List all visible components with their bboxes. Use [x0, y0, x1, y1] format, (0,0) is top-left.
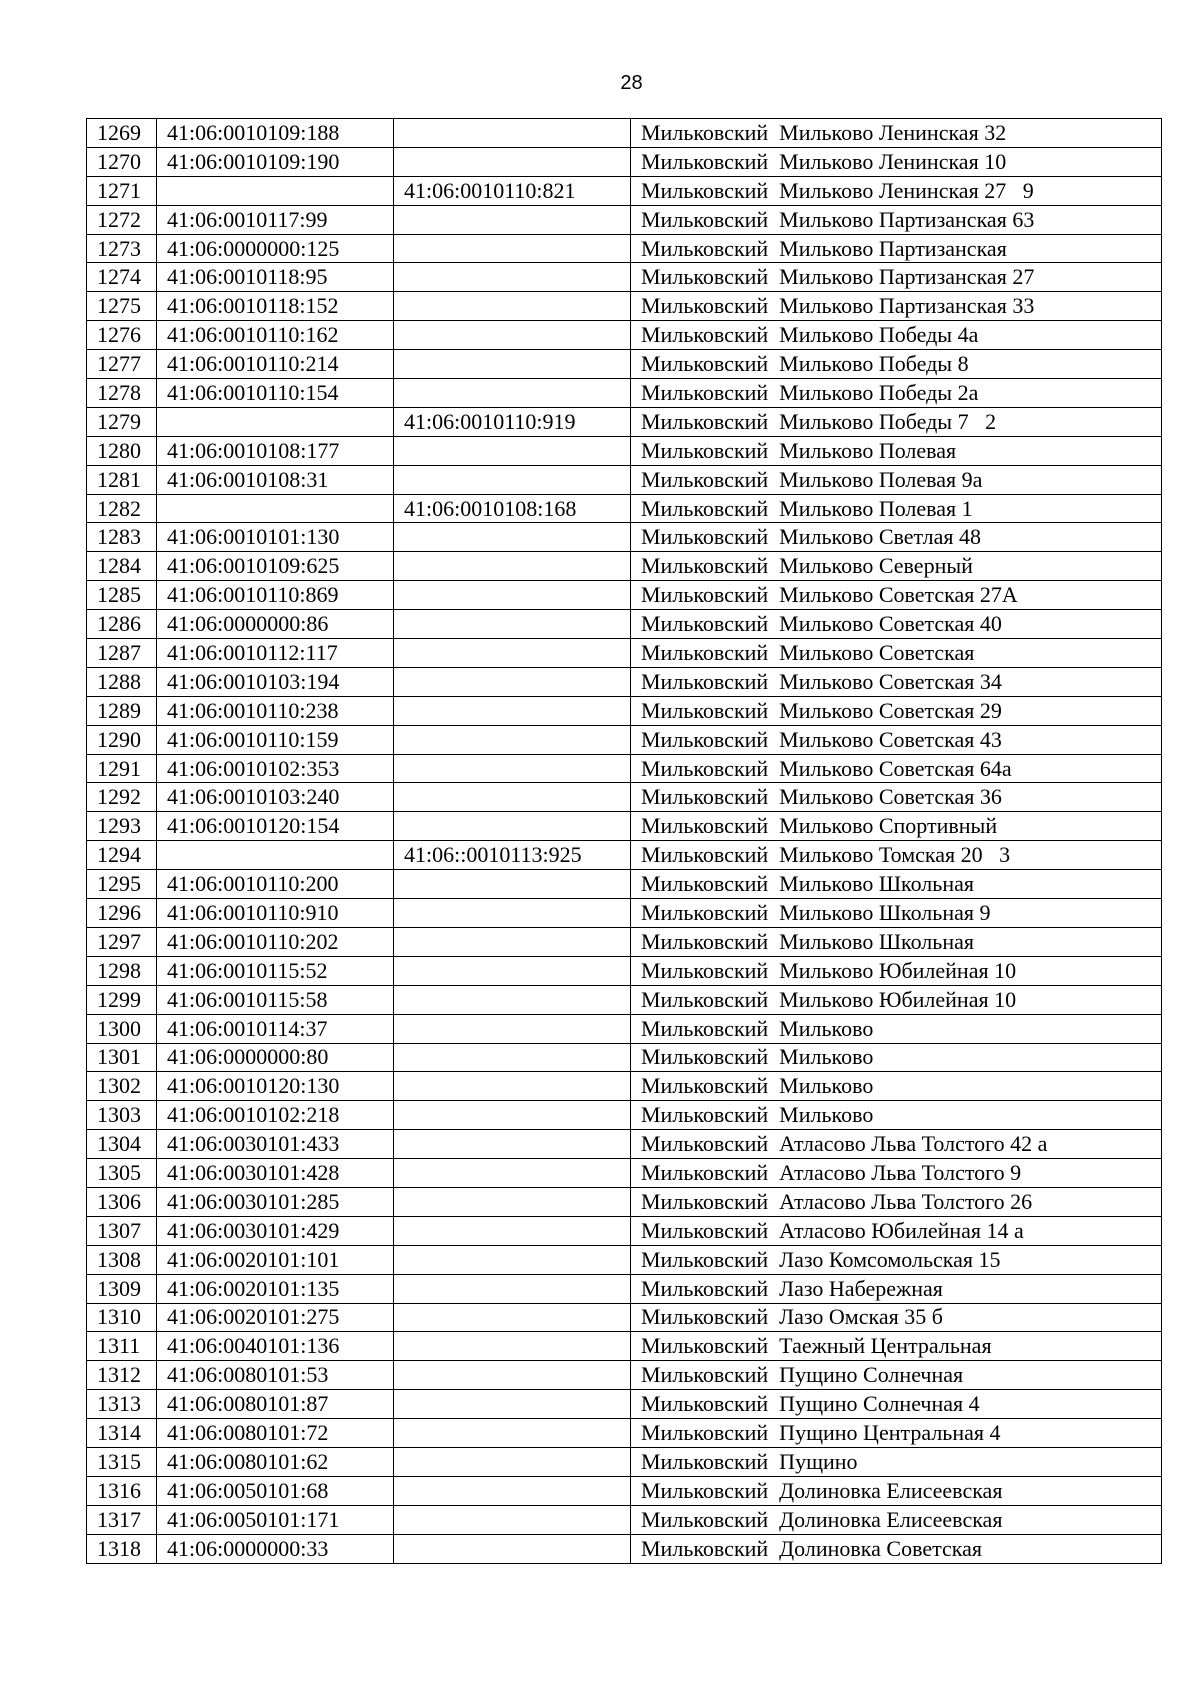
address-cell: Мильковский Мильково: [631, 1101, 1162, 1130]
address-cell: Мильковский Мильково Советская 40: [631, 610, 1162, 639]
address-cell: Мильковский Долиновка Елисеевская: [631, 1476, 1162, 1505]
row-number-cell: 1305: [87, 1159, 157, 1188]
parent-cadastral-number-cell: [394, 783, 631, 812]
cadastral-number-cell: 41:06:0010117:99: [157, 205, 394, 234]
parent-cadastral-number-cell: [394, 927, 631, 956]
parent-cadastral-number-cell: [394, 1014, 631, 1043]
row-number-cell: 1283: [87, 523, 157, 552]
parent-cadastral-number-cell: 41:06:0010108:168: [394, 494, 631, 523]
table-row: [87, 234, 1162, 263]
row-number-cell: 1298: [87, 956, 157, 985]
table-row: [87, 1447, 1162, 1476]
row-number-cell: 1282: [87, 494, 157, 523]
table-row: [87, 639, 1162, 668]
cadastral-number-cell: 41:06:0010110:869: [157, 581, 394, 610]
address-cell: Мильковский Мильково: [631, 1072, 1162, 1101]
table-row: [87, 292, 1162, 321]
cadastral-number-cell: 41:06:0000000:125: [157, 234, 394, 263]
row-number-cell: 1289: [87, 696, 157, 725]
address-cell: Мильковский Мильково Советская 27А: [631, 581, 1162, 610]
table-row: [87, 927, 1162, 956]
cadastral-number-cell: 41:06:0010110:200: [157, 870, 394, 899]
cadastral-number-cell: 41:06:0010109:190: [157, 147, 394, 176]
table-row: [87, 1043, 1162, 1072]
address-cell: Мильковский Мильково Томская 20 3: [631, 841, 1162, 870]
parent-cadastral-number-cell: [394, 1534, 631, 1563]
parent-cadastral-number-cell: [394, 870, 631, 899]
cadastral-number-cell: 41:06:0030101:429: [157, 1216, 394, 1245]
table-row: [87, 783, 1162, 812]
cadastral-number-cell: 41:06:0010120:130: [157, 1072, 394, 1101]
row-number-cell: 1310: [87, 1303, 157, 1332]
cadastral-number-cell: 41:06:0010103:240: [157, 783, 394, 812]
address-cell: Мильковский Мильково Полевая 1: [631, 494, 1162, 523]
parent-cadastral-number-cell: [394, 1216, 631, 1245]
cadastral-number-cell: 41:06:0010101:130: [157, 523, 394, 552]
address-cell: Мильковский Мильково Светлая 48: [631, 523, 1162, 552]
parent-cadastral-number-cell: [394, 956, 631, 985]
cadastral-number-cell: [157, 176, 394, 205]
row-number-cell: 1297: [87, 927, 157, 956]
parent-cadastral-number-cell: [394, 1101, 631, 1130]
row-number-cell: 1272: [87, 205, 157, 234]
row-number-cell: 1304: [87, 1130, 157, 1159]
table-row: [87, 176, 1162, 205]
registry-table: [86, 118, 1162, 1564]
row-number-cell: 1308: [87, 1245, 157, 1274]
row-number-cell: 1281: [87, 465, 157, 494]
cadastral-number-cell: 41:06:0050101:171: [157, 1505, 394, 1534]
row-number-cell: 1279: [87, 407, 157, 436]
parent-cadastral-number-cell: [394, 1303, 631, 1332]
cadastral-number-cell: 41:06:0000000:33: [157, 1534, 394, 1563]
table-row: [87, 1014, 1162, 1043]
address-cell: Мильковский Таежный Центральная: [631, 1332, 1162, 1361]
parent-cadastral-number-cell: [394, 147, 631, 176]
row-number-cell: 1302: [87, 1072, 157, 1101]
address-cell: Мильковский Мильково Советская 43: [631, 725, 1162, 754]
address-cell: Мильковский Атласово Льва Толстого 42 а: [631, 1130, 1162, 1159]
parent-cadastral-number-cell: [394, 523, 631, 552]
parent-cadastral-number-cell: [394, 292, 631, 321]
cadastral-number-cell: [157, 407, 394, 436]
parent-cadastral-number-cell: [394, 812, 631, 841]
cadastral-number-cell: 41:06:0010103:194: [157, 667, 394, 696]
parent-cadastral-number-cell: [394, 1159, 631, 1188]
parent-cadastral-number-cell: [394, 1390, 631, 1419]
row-number-cell: 1315: [87, 1447, 157, 1476]
parent-cadastral-number-cell: [394, 1447, 631, 1476]
parent-cadastral-number-cell: [394, 754, 631, 783]
address-cell: Мильковский Атласово Льва Толстого 26: [631, 1187, 1162, 1216]
address-cell: Мильковский Долиновка Елисеевская: [631, 1505, 1162, 1534]
row-number-cell: 1316: [87, 1476, 157, 1505]
table-row: [87, 1419, 1162, 1448]
cadastral-number-cell: 41:06:0010109:188: [157, 119, 394, 148]
row-number-cell: 1291: [87, 754, 157, 783]
cadastral-number-cell: 41:06:0010110:214: [157, 350, 394, 379]
cadastral-number-cell: 41:06:0010110:238: [157, 696, 394, 725]
cadastral-number-cell: 41:06:0010112:117: [157, 639, 394, 668]
row-number-cell: 1306: [87, 1187, 157, 1216]
address-cell: Мильковский Мильково Советская 34: [631, 667, 1162, 696]
parent-cadastral-number-cell: 41:06:0010110:821: [394, 176, 631, 205]
table-row: [87, 985, 1162, 1014]
table-row: [87, 1130, 1162, 1159]
row-number-cell: 1270: [87, 147, 157, 176]
table-row: [87, 523, 1162, 552]
cadastral-number-cell: 41:06:0080101:72: [157, 1419, 394, 1448]
address-cell: Мильковский Пущино Солнечная: [631, 1361, 1162, 1390]
table-row: [87, 147, 1162, 176]
address-cell: Мильковский Мильково Партизанская: [631, 234, 1162, 263]
parent-cadastral-number-cell: [394, 1043, 631, 1072]
row-number-cell: 1286: [87, 610, 157, 639]
address-cell: Мильковский Лазо Комсомольская 15: [631, 1245, 1162, 1274]
parent-cadastral-number-cell: 41:06:0010110:919: [394, 407, 631, 436]
cadastral-number-cell: 41:06:0010102:353: [157, 754, 394, 783]
parent-cadastral-number-cell: [394, 1476, 631, 1505]
parent-cadastral-number-cell: [394, 1245, 631, 1274]
table-row: [87, 1101, 1162, 1130]
table-row: [87, 1361, 1162, 1390]
address-cell: Мильковский Мильково Ленинская 27 9: [631, 176, 1162, 205]
cadastral-number-cell: 41:06:0080101:53: [157, 1361, 394, 1390]
address-cell: Мильковский Долиновка Советская: [631, 1534, 1162, 1563]
table-row: [87, 465, 1162, 494]
row-number-cell: 1269: [87, 119, 157, 148]
address-cell: Мильковский Мильково Победы 4а: [631, 321, 1162, 350]
parent-cadastral-number-cell: [394, 465, 631, 494]
row-number-cell: 1284: [87, 552, 157, 581]
cadastral-number-cell: [157, 841, 394, 870]
table-row: [87, 812, 1162, 841]
cadastral-number-cell: 41:06:0010108:31: [157, 465, 394, 494]
table-row: [87, 581, 1162, 610]
address-cell: Мильковский Мильково Школьная 9: [631, 899, 1162, 928]
cadastral-number-cell: 41:06:0010108:177: [157, 436, 394, 465]
parent-cadastral-number-cell: [394, 581, 631, 610]
table-row: [87, 321, 1162, 350]
address-cell: Мильковский Мильково Победы 2а: [631, 379, 1162, 408]
parent-cadastral-number-cell: [394, 205, 631, 234]
parent-cadastral-number-cell: 41:06::0010113:925: [394, 841, 631, 870]
table-row: [87, 350, 1162, 379]
cadastral-number-cell: 41:06:0030101:285: [157, 1187, 394, 1216]
address-cell: Мильковский Мильково Спортивный: [631, 812, 1162, 841]
address-cell: Мильковский Мильково Советская 36: [631, 783, 1162, 812]
table-row: [87, 379, 1162, 408]
row-number-cell: 1274: [87, 263, 157, 292]
cadastral-number-cell: 41:06:0000000:80: [157, 1043, 394, 1072]
row-number-cell: 1273: [87, 234, 157, 263]
table-row: [87, 841, 1162, 870]
parent-cadastral-number-cell: [394, 436, 631, 465]
address-cell: Мильковский Мильково Советская 64а: [631, 754, 1162, 783]
address-cell: Мильковский Мильково Юбилейная 10: [631, 985, 1162, 1014]
cadastral-number-cell: 41:06:0010110:202: [157, 927, 394, 956]
cadastral-number-cell: 41:06:0010118:95: [157, 263, 394, 292]
parent-cadastral-number-cell: [394, 639, 631, 668]
address-cell: Мильковский Мильково Ленинская 10: [631, 147, 1162, 176]
row-number-cell: 1292: [87, 783, 157, 812]
address-cell: Мильковский Лазо Омская 35 б: [631, 1303, 1162, 1332]
table-row: [87, 407, 1162, 436]
parent-cadastral-number-cell: [394, 263, 631, 292]
address-cell: Мильковский Мильково Школьная: [631, 870, 1162, 899]
table-row: [87, 1245, 1162, 1274]
cadastral-number-cell: 41:06:0080101:87: [157, 1390, 394, 1419]
table-row: [87, 1534, 1162, 1563]
row-number-cell: 1313: [87, 1390, 157, 1419]
row-number-cell: 1294: [87, 841, 157, 870]
row-number-cell: 1314: [87, 1419, 157, 1448]
table-row: [87, 1303, 1162, 1332]
row-number-cell: 1318: [87, 1534, 157, 1563]
table-row: [87, 956, 1162, 985]
table-row: [87, 1072, 1162, 1101]
address-cell: Мильковский Пущино Солнечная 4: [631, 1390, 1162, 1419]
table-row: [87, 1390, 1162, 1419]
row-number-cell: 1271: [87, 176, 157, 205]
parent-cadastral-number-cell: [394, 610, 631, 639]
cadastral-number-cell: 41:06:0010114:37: [157, 1014, 394, 1043]
cadastral-number-cell: 41:06:0080101:62: [157, 1447, 394, 1476]
cadastral-number-cell: [157, 494, 394, 523]
address-cell: Мильковский Мильково Победы 7 2: [631, 407, 1162, 436]
address-cell: Мильковский Мильково Советская 29: [631, 696, 1162, 725]
parent-cadastral-number-cell: [394, 321, 631, 350]
parent-cadastral-number-cell: [394, 1361, 631, 1390]
parent-cadastral-number-cell: [394, 1072, 631, 1101]
address-cell: Мильковский Мильково Партизанская 33: [631, 292, 1162, 321]
row-number-cell: 1277: [87, 350, 157, 379]
row-number-cell: 1311: [87, 1332, 157, 1361]
parent-cadastral-number-cell: [394, 1505, 631, 1534]
table-row: [87, 494, 1162, 523]
address-cell: Мильковский Мильково Победы 8: [631, 350, 1162, 379]
row-number-cell: 1293: [87, 812, 157, 841]
cadastral-number-cell: 41:06:0030101:428: [157, 1159, 394, 1188]
address-cell: Мильковский Мильково: [631, 1043, 1162, 1072]
table-row: [87, 610, 1162, 639]
address-cell: Мильковский Мильково Ленинская 32: [631, 119, 1162, 148]
table-row: [87, 436, 1162, 465]
table-row: [87, 1216, 1162, 1245]
address-cell: Мильковский Мильково: [631, 1014, 1162, 1043]
row-number-cell: 1312: [87, 1361, 157, 1390]
address-cell: Мильковский Мильково Партизанская 63: [631, 205, 1162, 234]
address-cell: Мильковский Мильково Полевая 9а: [631, 465, 1162, 494]
address-cell: Мильковский Мильково Полевая: [631, 436, 1162, 465]
parent-cadastral-number-cell: [394, 1274, 631, 1303]
cadastral-number-cell: 41:06:0020101:101: [157, 1245, 394, 1274]
row-number-cell: 1300: [87, 1014, 157, 1043]
row-number-cell: 1288: [87, 667, 157, 696]
parent-cadastral-number-cell: [394, 234, 631, 263]
address-cell: Мильковский Атласово Льва Толстого 9: [631, 1159, 1162, 1188]
cadastral-number-cell: 41:06:0010102:218: [157, 1101, 394, 1130]
parent-cadastral-number-cell: [394, 552, 631, 581]
row-number-cell: 1296: [87, 899, 157, 928]
table-row: [87, 1274, 1162, 1303]
cadastral-number-cell: 41:06:0010110:154: [157, 379, 394, 408]
parent-cadastral-number-cell: [394, 1419, 631, 1448]
address-cell: Мильковский Мильково Школьная: [631, 927, 1162, 956]
cadastral-number-cell: 41:06:0010110:162: [157, 321, 394, 350]
cadastral-number-cell: 41:06:0050101:68: [157, 1476, 394, 1505]
address-cell: Мильковский Пущино Центральная 4: [631, 1419, 1162, 1448]
cadastral-number-cell: 41:06:0040101:136: [157, 1332, 394, 1361]
table-row: [87, 696, 1162, 725]
parent-cadastral-number-cell: [394, 899, 631, 928]
table-row: [87, 1187, 1162, 1216]
parent-cadastral-number-cell: [394, 1130, 631, 1159]
cadastral-number-cell: 41:06:0010115:52: [157, 956, 394, 985]
table-row: [87, 1505, 1162, 1534]
address-cell: Мильковский Пущино: [631, 1447, 1162, 1476]
cadastral-number-cell: 41:06:0010115:58: [157, 985, 394, 1014]
parent-cadastral-number-cell: [394, 1187, 631, 1216]
address-cell: Мильковский Лазо Набережная: [631, 1274, 1162, 1303]
row-number-cell: 1285: [87, 581, 157, 610]
table-row: [87, 667, 1162, 696]
cadastral-number-cell: 41:06:0010110:910: [157, 899, 394, 928]
address-cell: Мильковский Мильково Советская: [631, 639, 1162, 668]
table-row: [87, 1159, 1162, 1188]
table-row: [87, 552, 1162, 581]
registry-table-body: [87, 119, 1162, 1564]
table-row: [87, 754, 1162, 783]
cadastral-number-cell: 41:06:0020101:135: [157, 1274, 394, 1303]
table-row: [87, 205, 1162, 234]
table-row: [87, 725, 1162, 754]
cadastral-number-cell: 41:06:0010110:159: [157, 725, 394, 754]
address-cell: Мильковский Мильково Юбилейная 10: [631, 956, 1162, 985]
row-number-cell: 1280: [87, 436, 157, 465]
row-number-cell: 1275: [87, 292, 157, 321]
table-row: [87, 1332, 1162, 1361]
parent-cadastral-number-cell: [394, 1332, 631, 1361]
row-number-cell: 1287: [87, 639, 157, 668]
row-number-cell: 1307: [87, 1216, 157, 1245]
cadastral-number-cell: 41:06:0030101:433: [157, 1130, 394, 1159]
cadastral-number-cell: 41:06:0010109:625: [157, 552, 394, 581]
address-cell: Мильковский Атласово Юбилейная 14 а: [631, 1216, 1162, 1245]
table-row: [87, 1476, 1162, 1505]
row-number-cell: 1303: [87, 1101, 157, 1130]
address-cell: Мильковский Мильково Партизанская 27: [631, 263, 1162, 292]
cadastral-number-cell: 41:06:0010120:154: [157, 812, 394, 841]
cadastral-number-cell: 41:06:0020101:275: [157, 1303, 394, 1332]
row-number-cell: 1309: [87, 1274, 157, 1303]
row-number-cell: 1276: [87, 321, 157, 350]
parent-cadastral-number-cell: [394, 350, 631, 379]
parent-cadastral-number-cell: [394, 119, 631, 148]
row-number-cell: 1278: [87, 379, 157, 408]
row-number-cell: 1295: [87, 870, 157, 899]
page-number: 28: [620, 72, 643, 94]
parent-cadastral-number-cell: [394, 696, 631, 725]
row-number-cell: 1299: [87, 985, 157, 1014]
parent-cadastral-number-cell: [394, 667, 631, 696]
row-number-cell: 1317: [87, 1505, 157, 1534]
table-row: [87, 119, 1162, 148]
address-cell: Мильковский Мильково Северный: [631, 552, 1162, 581]
row-number-cell: 1290: [87, 725, 157, 754]
cadastral-number-cell: 41:06:0010118:152: [157, 292, 394, 321]
parent-cadastral-number-cell: [394, 379, 631, 408]
table-row: [87, 870, 1162, 899]
table-row: [87, 263, 1162, 292]
cadastral-number-cell: 41:06:0000000:86: [157, 610, 394, 639]
table-row: [87, 899, 1162, 928]
parent-cadastral-number-cell: [394, 985, 631, 1014]
parent-cadastral-number-cell: [394, 725, 631, 754]
row-number-cell: 1301: [87, 1043, 157, 1072]
